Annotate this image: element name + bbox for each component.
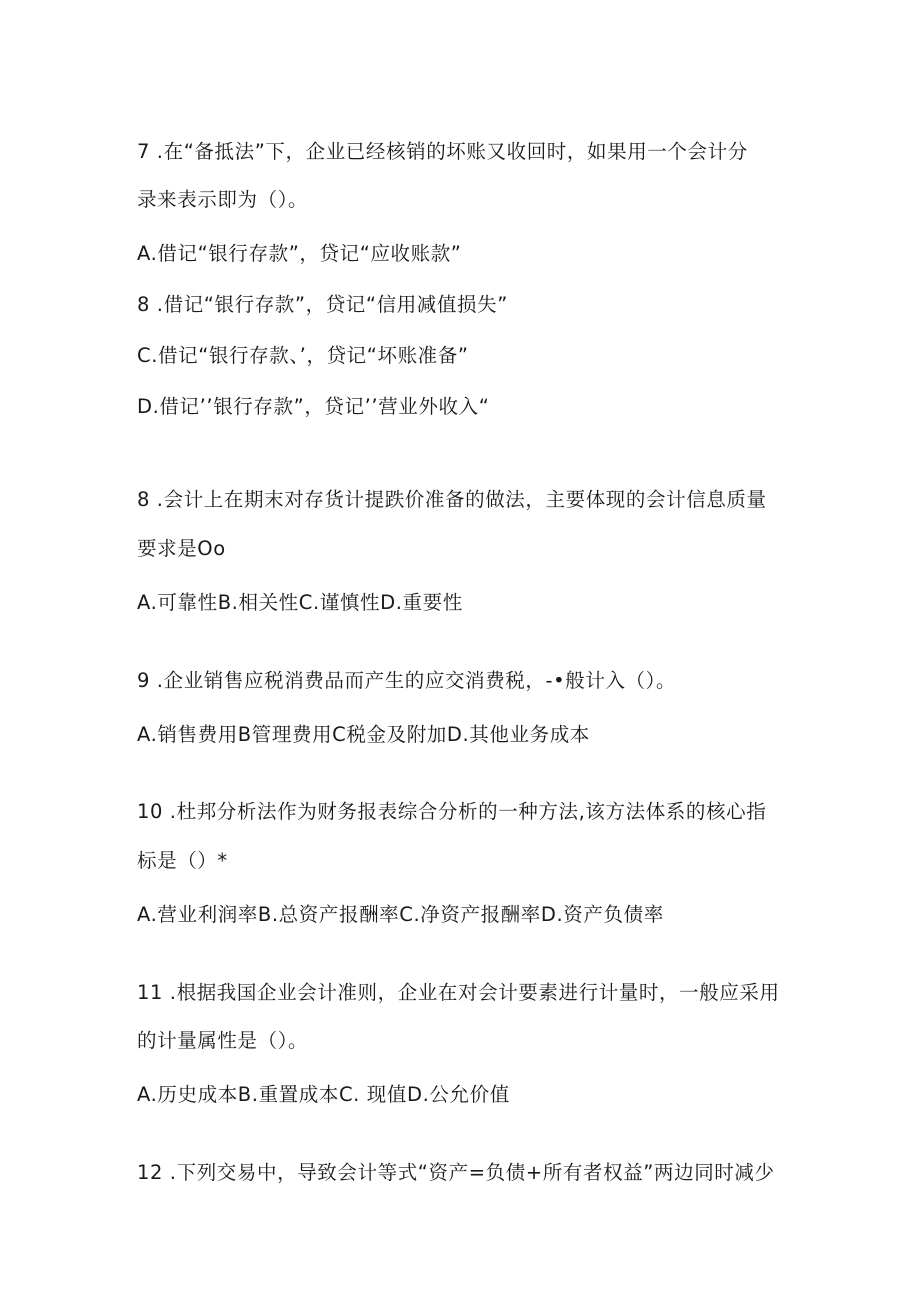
question-9-options: A.销售费用B管理费用C税金及附加D.其他业务成本 [137,723,590,746]
question-8-line-1: 8 .会计上在期末对存货计提跌价准备的做法，主要体现的会计信息质量 [137,488,767,511]
question-7-option-b: 8 .借记“银行存款”，贷记“信用减值损失” [137,293,508,316]
question-12-line-1: 12 .下列交易中，导致会计等式“资产=负债+所有者权益”两边同时减少 [137,1161,775,1184]
question-7-line-2: 录来表示即为（）。 [137,188,309,211]
question-10-line-2: 标是（）* [137,849,228,872]
question-7-option-c: C.借记“银行存款、’，贷记“坏账准备” [137,344,469,367]
question-8-options: A.可靠性B.相关性C.谨慎性D.重要性 [137,591,463,614]
question-11-line-1: 11 .根据我国企业会计准则，企业在对会计要素进行计量时，一般应采用 [137,981,780,1004]
question-10-options: A.营业利润率B.总资产报酬率C.净资产报酬率D.资产负债率 [137,903,664,926]
question-7-line-1: 7 .在“备抵法”下，企业已经核销的坏账又收回时，如果用一个会计分 [137,140,748,163]
question-8-line-2: 要求是Oo [137,537,226,560]
question-10-line-1: 10 .杜邦分析法作为财务报表综合分析的一种方法,该方法体系的核心指 [137,800,767,823]
question-11-options: A.历史成本B.重置成本C. 现值D.公允价值 [137,1083,510,1106]
question-7-option-d: D.借记’’银行存款”，贷记’’营业外收入“ [137,395,490,418]
question-7-option-a: A.借记“银行存款”，贷记“应收账款” [137,242,462,265]
question-11-line-2: 的计量属性是（）。 [137,1029,309,1052]
question-9-text: 9 .企业销售应税消费品而产生的应交消费税，-•般计入（）。 [137,669,677,692]
